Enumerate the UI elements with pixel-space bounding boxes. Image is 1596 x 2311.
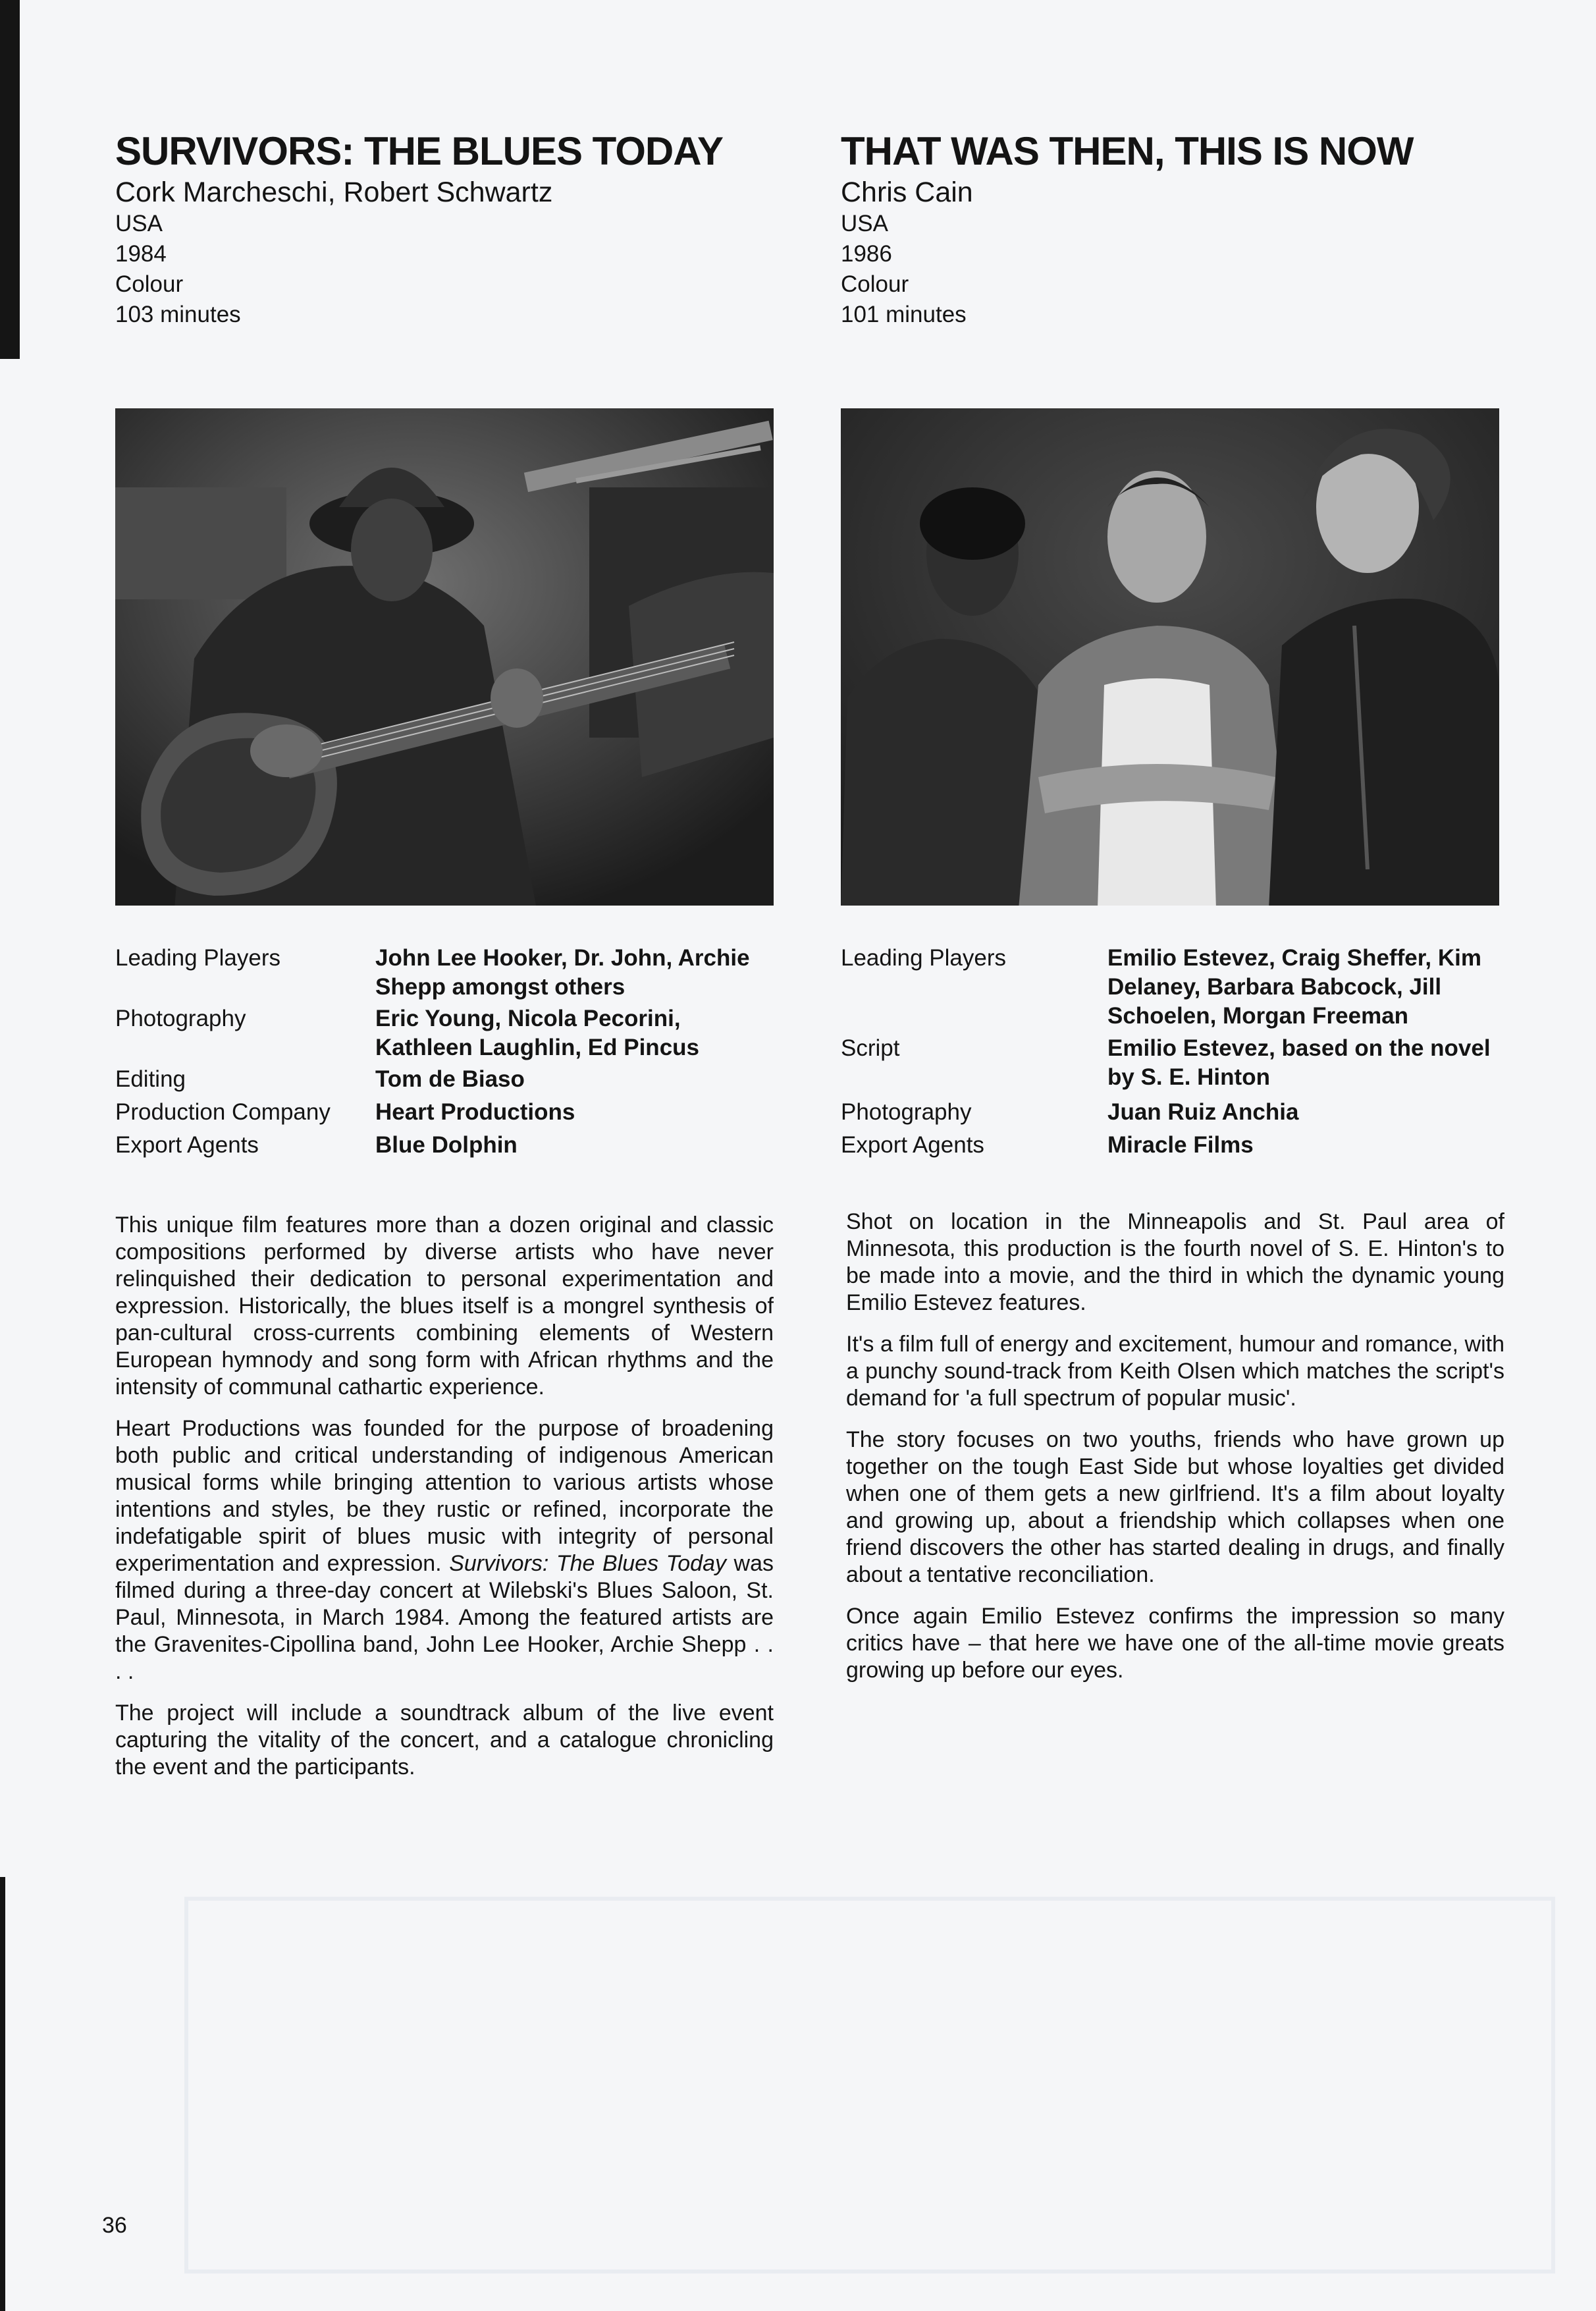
- credit-value: John Lee Hooker, Dr. John, Archie Shepp amongst others: [375, 945, 750, 1000]
- cast-photo-illustration: [841, 408, 1499, 906]
- film-title: THAT WAS THEN, THIS IS NOW: [841, 129, 1414, 173]
- credit-label: Photography: [115, 1006, 246, 1031]
- film-country: USA: [841, 211, 888, 236]
- film-synopsis: [115, 1212, 774, 1795]
- film-year: 1984: [115, 241, 167, 267]
- credit-value: Juan Ruiz Anchia: [1107, 1099, 1299, 1125]
- credit-value: Emilio Estevez, based on the novel by S. E. Hinton: [1107, 1035, 1491, 1090]
- binding-edge-lower: [0, 1877, 5, 2311]
- credit-value: Miracle Films: [1107, 1132, 1254, 1158]
- synopsis-paragraph: Once again Emilio Estevez confirms the impression so many critics have – that here we have one of the all-time movie greats growing up before our eyes.: [846, 1604, 1504, 1683]
- credit-value: Eric Young, Nicola Pecorini, Kathleen Laughlin, Ed Pincus: [375, 1006, 699, 1060]
- credit-label: Export Agents: [841, 1132, 984, 1158]
- film-runtime: 103 minutes: [115, 302, 241, 327]
- credit-label: Production Company: [115, 1099, 331, 1125]
- film-directors: Cork Marcheschi, Robert Schwartz: [115, 177, 553, 208]
- credit-value: Emilio Estevez, Craig Sheffer, Kim Delaney, Barbara Babcock, Jill Schoelen, Morgan Freeman: [1107, 945, 1481, 1029]
- film-synopsis: [846, 1209, 1504, 1699]
- binding-edge: [0, 0, 20, 359]
- synopsis-paragraph: Shot on location in the Minneapolis and St. Paul area of Minnesota, this production is the fourth novel of S. E. Hinton's to be made into a movie, and the third in which the dynamic young Emilio Estevez features.: [846, 1209, 1504, 1315]
- synopsis-film-title-italic: Survivors: The Blues Today: [449, 1551, 726, 1576]
- guitarist-photo-illustration: [115, 408, 774, 906]
- credit-label: Export Agents: [115, 1132, 259, 1158]
- synopsis-paragraph: It's a film full of energy and excitement, humour and romance, with a punchy sound-track from Keith Olsen which matches the script's demand for 'a full spectrum of popular music'.: [846, 1332, 1504, 1411]
- film-format: Colour: [115, 271, 184, 297]
- synopsis-paragraph: This unique film features more than a dozen original and classic compositions performed by diverse artists who have never relinquished their dedication to personal experimentation and expression. Historically, the blues itself is a mongrel synthesis of pan-cultural cross-currents combining elements of Western European hymnody and song form with African rhythms and the intensity of communal cathartic experience.: [115, 1212, 774, 1400]
- credit-label: Leading Players: [841, 945, 1006, 971]
- synopsis-paragraph: The project will include a soundtrack album of the live event capturing the vitality of the concert, and a catalogue chronicling the event and the participants.: [115, 1700, 774, 1780]
- synopsis-paragraph: [115, 1415, 774, 1685]
- synopsis-paragraph-text: was filmed during a three-day concert at Wilebski's Blues Saloon, St. Paul, Minnesota, in March 1984. Among the featured artists are the Gravenites-Cipollina band, John Lee Hooker, Archie Shepp . . . .: [115, 1551, 774, 1684]
- credit-value: Heart Productions: [375, 1099, 575, 1125]
- film-still-three-young-men: [841, 408, 1499, 906]
- film-year: 1986: [841, 241, 892, 267]
- page-number: 36: [102, 2213, 127, 2238]
- film-format: Colour: [841, 271, 909, 297]
- film-directors: Chris Cain: [841, 177, 973, 208]
- credit-label: Editing: [115, 1066, 186, 1092]
- credit-value: Blue Dolphin: [375, 1132, 518, 1158]
- film-runtime: 101 minutes: [841, 302, 967, 327]
- synopsis-paragraph-text: Heart Productions was founded for the purpose of broadening both public and critical understanding of indigenous American musical forms while bringing attention to various artists whose intentions and styles, be they rustic or refined, incorporate the indefatigable spirit of blues music with integrity of personal experimentation and expression.: [115, 1416, 774, 1576]
- credit-value: Tom de Biaso: [375, 1066, 525, 1092]
- credit-label: Script: [841, 1035, 900, 1061]
- credit-label: Leading Players: [115, 945, 280, 971]
- credit-label: Photography: [841, 1099, 972, 1125]
- film-country: USA: [115, 211, 163, 236]
- show-through-frame: [184, 1897, 1555, 2273]
- synopsis-paragraph: The story focuses on two youths, friends who have grown up together on the tough East Side but whose loyalties get divided when one of them gets a new girlfriend. It's a film about loyalty and growing up, about a friendship which collapses when one friend discovers the other has started dealing in drugs, and finally about a tentative reconciliation.: [846, 1427, 1504, 1587]
- film-title: SURVIVORS: THE BLUES TODAY: [115, 129, 724, 173]
- film-still-blues-guitarist: [115, 408, 774, 906]
